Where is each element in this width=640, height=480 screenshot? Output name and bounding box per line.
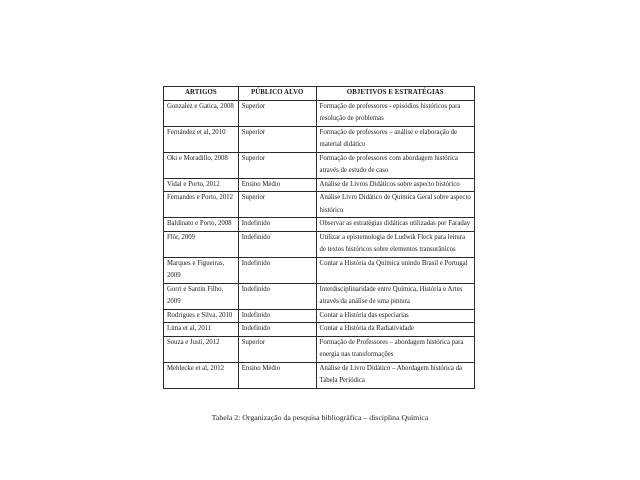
artigo-cell: Baldinato e Porto, 2008 <box>164 218 239 232</box>
publico-alvo-cell: Ensino Médio <box>238 362 316 388</box>
table-row <box>164 336 475 362</box>
table-row <box>164 283 475 309</box>
artigo-cell: Lima et al, 2011 <box>164 323 239 337</box>
artigo-cell: Gonzalez e Gatica, 2008 <box>164 100 239 126</box>
objetivo-cell: Contar a História da Radiatividade <box>316 323 474 337</box>
artigo-cell: Vidal e Porto, 2012 <box>164 178 239 192</box>
objetivo-cell: Formação de professores - episódios históricos para resolução de problemas <box>316 100 474 126</box>
table-row <box>164 362 475 388</box>
objetivo-cell: Formação de professores com abordagem histórica através de estudo de caso <box>316 152 474 178</box>
publico-alvo-cell: Indefinido <box>238 231 316 257</box>
artigo-cell: Oki e Moradillo, 2008 <box>164 152 239 178</box>
publico-alvo-cell: Indefinido <box>238 257 316 283</box>
publico-alvo-cell: Ensino Médio <box>238 178 316 192</box>
table-row <box>164 257 475 283</box>
publico-alvo-cell: Superior <box>238 192 316 218</box>
objetivo-cell: Análise de Livro Didático – Abordagem histórica da Tabela Periódica <box>316 362 474 388</box>
table-caption: Tabela 2: Organização da pesquisa bibliográfica – disciplina Química <box>211 413 429 422</box>
artigo-cell: Fernandes e Porto, 2012 <box>164 192 239 218</box>
artigo-cell: Marques e Figueiras, 2009 <box>164 257 239 283</box>
objetivo-cell: Contar a História das especiarias <box>316 309 474 323</box>
table-row <box>164 192 475 218</box>
artigo-cell: Mehlecke et al, 2012 <box>164 362 239 388</box>
publico-alvo-cell: Superior <box>238 152 316 178</box>
artigo-cell: Flôr, 2009 <box>164 231 239 257</box>
header-artigos: ARTIGOS <box>164 87 239 101</box>
objetivo-cell: Utilizar a epistemologia de Ludwik Fleck para leitura de textos históricos sobre elementos transurânicos <box>316 231 474 257</box>
objetivo-cell: Interdisciplinaridade entre Química, História e Artes através da análise de uma pintura <box>316 283 474 309</box>
artigo-cell: Gorri e Santin Filho, 2009 <box>164 283 239 309</box>
objetivo-cell: Formação de Professores – abordagem histórica para energia nas transformações <box>316 336 474 362</box>
header-publico-alvo: PÚBLICO ALVO <box>238 87 316 101</box>
table-row <box>164 231 475 257</box>
objetivo-cell: Formação de professores – análise e elaboração de material didático <box>316 126 474 152</box>
table-row <box>164 100 475 126</box>
bibliography-table <box>163 86 475 389</box>
objetivo-cell: Contar a História da Química unindo Brasil e Portugal <box>316 257 474 283</box>
publico-alvo-cell: Superior <box>238 126 316 152</box>
table-row <box>164 309 475 323</box>
publico-alvo-cell: Indefinido <box>238 309 316 323</box>
publico-alvo-cell: Superior <box>238 336 316 362</box>
artigo-cell: Fernández et al, 2010 <box>164 126 239 152</box>
table-header-row <box>164 87 475 101</box>
header-objetivos: OBJETIVOS E ESTRATÉGIAS <box>316 87 474 101</box>
objetivo-cell: Análise Livro Didático de Química Geral sobre aspecto histórico <box>316 192 474 218</box>
objetivo-cell: Observar as estratégias didáticas utilizadas por Faraday <box>316 218 474 232</box>
publico-alvo-cell: Indefinido <box>238 323 316 337</box>
table-row <box>164 152 475 178</box>
objetivo-cell: Análise de Livros Didáticos sobre aspecto histórico <box>316 178 474 192</box>
table-row <box>164 323 475 337</box>
artigo-cell: Rodrigues e Silva, 2010 <box>164 309 239 323</box>
publico-alvo-cell: Superior <box>238 100 316 126</box>
publico-alvo-cell: Indefinido <box>238 218 316 232</box>
table-row <box>164 126 475 152</box>
table-row <box>164 178 475 192</box>
table-row <box>164 218 475 232</box>
artigo-cell: Souza e Justi, 2012 <box>164 336 239 362</box>
publico-alvo-cell: Indefinido <box>238 283 316 309</box>
